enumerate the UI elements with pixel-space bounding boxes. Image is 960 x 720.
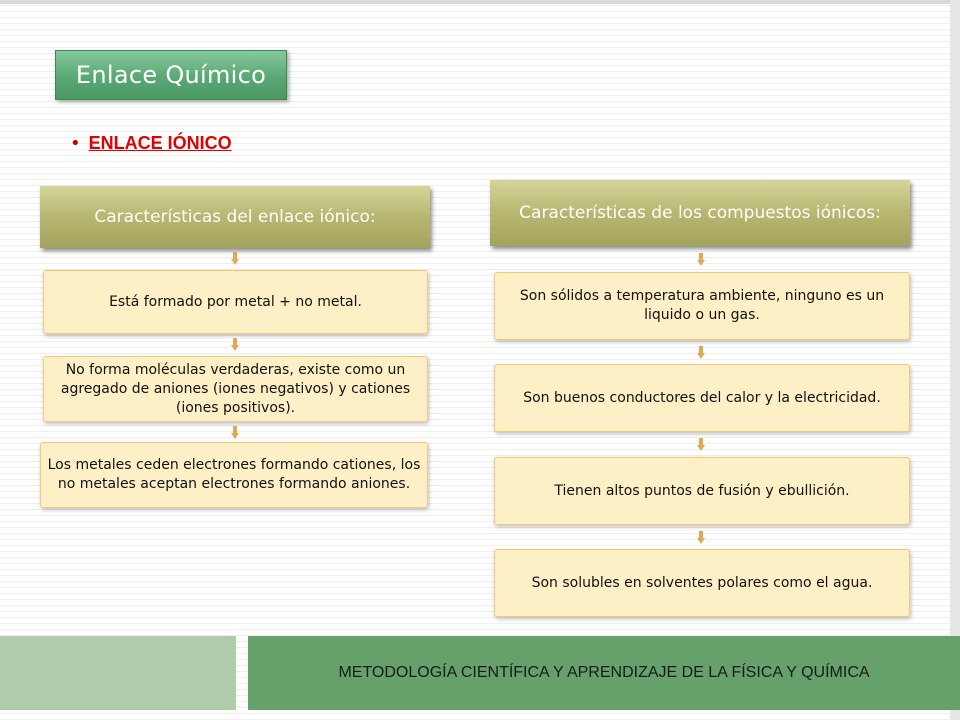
right-header: Características de los compuestos iónicos: — [490, 180, 910, 246]
bullet-text: ENLACE IÓNICO — [88, 133, 232, 153]
connector-arrow-icon — [697, 253, 705, 267]
left-header: Características del enlace iónico: — [40, 186, 430, 248]
left-item-1: Está formado por metal + no metal. — [43, 270, 428, 334]
connector-arrow-icon — [231, 252, 239, 266]
right-item-4: Son solubles en solventes polares como el agua. — [494, 549, 910, 617]
connector-arrow-icon — [697, 346, 705, 360]
slide-title: Enlace Químico — [55, 50, 287, 100]
connector-arrow-icon — [697, 531, 705, 545]
top-border — [0, 0, 960, 4]
left-item-3: Los metales ceden electrones formando cationes, los no metales aceptan electrones formando aniones. — [40, 442, 428, 508]
footer-left-block — [0, 636, 236, 710]
right-item-2: Son buenos conductores del calor y la electricidad. — [494, 364, 910, 432]
bullet-icon: • — [70, 133, 81, 154]
footer-text: METODOLOGÍA CIENTÍFICA Y APRENDIZAJE DE LA FÍSICA Y QUÍMICA — [338, 664, 870, 681]
footer-bar — [248, 636, 960, 710]
right-item-1: Son sólidos a temperatura ambiente, ninguno es un liquido o un gas. — [494, 272, 910, 340]
right-item-3: Tienen altos puntos de fusión y ebullición. — [494, 457, 910, 525]
connector-arrow-icon — [697, 438, 705, 452]
bullet-heading — [70, 133, 232, 154]
right-border — [950, 0, 960, 720]
connector-arrow-icon — [231, 426, 239, 440]
left-item-2: No forma moléculas verdaderas, existe como un agregado de aniones (iones negativos) y cationes (iones positivos). — [43, 356, 428, 422]
connector-arrow-icon — [231, 338, 239, 352]
